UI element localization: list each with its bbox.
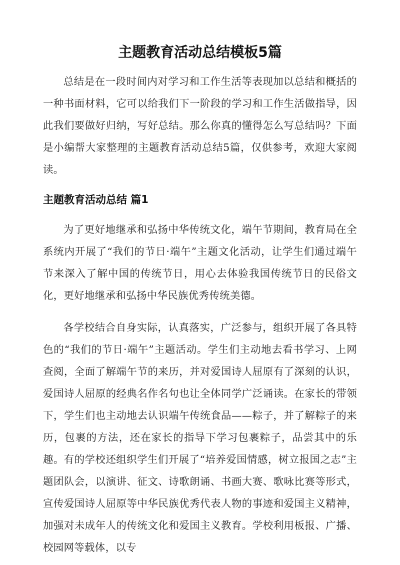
body-paragraph-1: 为了更好地继承和弘扬中华传统文化，端午节期间，教育局在全系统内开展了“我们的节日·端午”主题文化活动，让学生们通过端午节来深入了解中国的传统节日，用心去体验我国传统节日的民俗文化，更好地继承和弘扬中华民族优秀传统美德。 [43,225,357,302]
body-paragraph-2: 各学校结合自身实际，认真落实，广泛参与，组织开展了各具特色的“我们的节日·端午”主题活动。学生们主动地去看书学习、上网查阅，全面了解端午节的来历，并对爱国诗人屈原有了深刻的认识，爱国诗人屈原的经典名作名句也让全体同学广泛诵读。在家长的带领下，学生们也主动地去认识端午传统食品——粽子，并了解粽子的来历，包裹的方法，还在家长的指导下学习包裹粽子，品尝其中的乐趣。有的学校还组织学生们开展了“培养爱国情感，树立报国之志”主题团队会，以演讲、征文、诗歌朗诵、书画大赛、歌咏比赛等形式，宣传爱国诗人屈原等中华民族优秀代表人物的事迹和爱国主义精神，加强对未成年人的传统文化和爱国主义教育。学校利用板报、广播、校园网等载体，以专 [43,323,357,554]
document-title: 主题教育活动总结模板5篇 [118,45,282,61]
intro-paragraph: 总结是在一段时间内对学习和工作生活等表现加以总结和概括的一种书面材料，它可以给我们下一阶段的学习和工作生活做指导，因此我们要做好归纳，写好总结。那么你真的懂得怎么写总结吗？下面是小编帮大家整理的主题教育活动总结5篇，仅供参考，欢迎大家阅读。 [43,77,357,176]
paragraph-gap [43,308,357,318]
section-heading: 主题教育活动总结 篇1 [43,194,149,206]
